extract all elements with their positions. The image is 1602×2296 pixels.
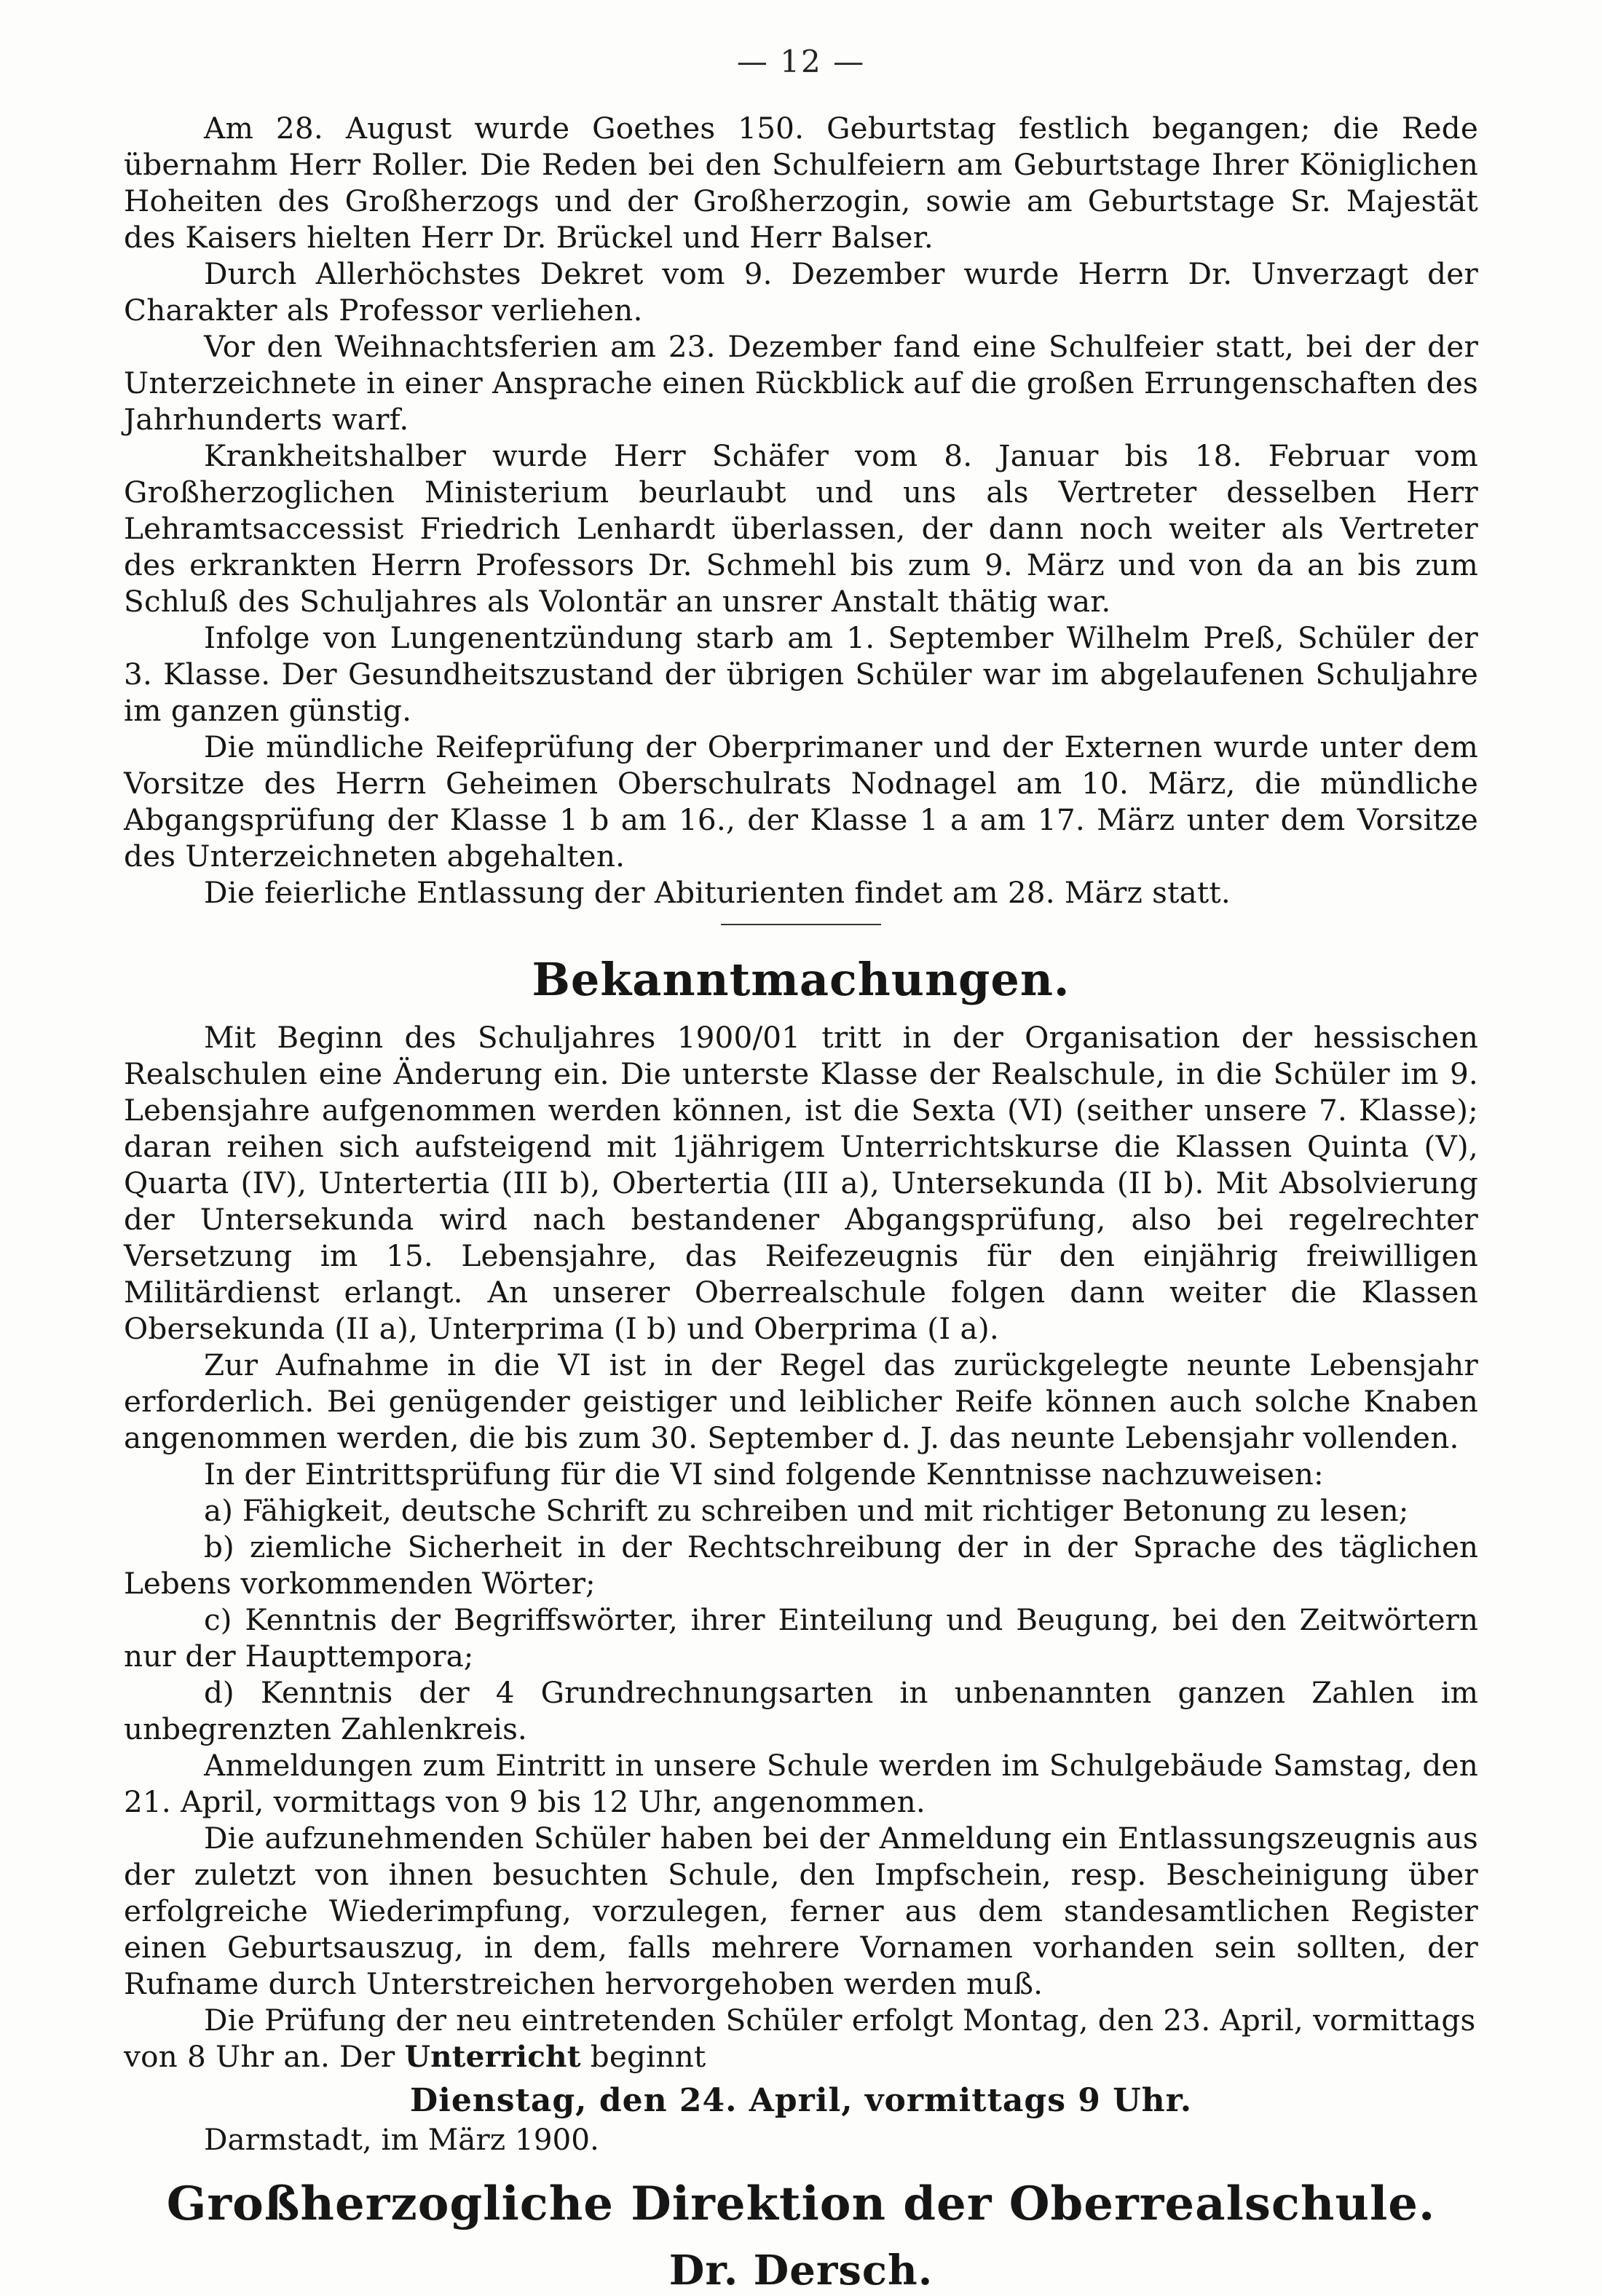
document-page bbox=[124, 44, 1478, 2295]
paragraph-health-status: Infolge von Lungenentzündung starb am 1. September Wilhelm Preß, Schüler der 3. Klasse. Der Gesundheitszustand der übrigen Schüler war im abgelaufenen Schuljahre im ganzen günstig. bbox=[124, 620, 1478, 728]
paragraph-school-organization: Mit Beginn des Schuljahres 1900/01 tritt in der Organisation der hessischen Realschulen eine Änderung ein. Die unterste Klasse der Realschule, in die Schüler im 9. Lebensjahre aufgenommen werden können, ist die Sexta (VI) (seither unsere 7. Klasse); daran reihen sich aufsteigend mit 1jährigem Unterrichtskurse die Klassen Quinta (V), Quarta (IV), Untertertia (III b), Obertertia (III a), Untersekunda (II b). Mit Absolvierung der Untersekunda wird nach bestandener Abgangsprüfung, also bei regelrechter Versetzung im 15. Lebensjahre, das Reifezeugnis für den einjährig freiwilligen Militärdienst erlangt. An unserer Oberrealschule folgen dann weiter die Klassen Obersekunda (II a), Unterprima (I b) und Oberprima (I a). bbox=[124, 1020, 1478, 1346]
signature-organization: Großherzogliche Direktion der Oberrealschule. bbox=[166, 2177, 1436, 2231]
section-title: Bekanntmachungen. bbox=[532, 953, 1070, 1006]
exam-schedule-suffix: beginnt bbox=[580, 2039, 706, 2074]
paragraph-entrance-exam-intro: In der Eintrittsprüfung für die VI sind folgende Kenntnisse nachzuweisen: bbox=[204, 1457, 1324, 1492]
requirement-item: b) ziemliche Sicherheit in der Rechtschreibung der in der Sprache des täglichen Lebens vorkommenden Wörter; bbox=[124, 1529, 1478, 1601]
exam-schedule-text: Die Prüfung der neu eintretenden Schüler erfolgt Montag, den 23. April, vormittags von 8 Uhr an. Der bbox=[124, 2003, 1476, 2074]
page-number: — 12 — bbox=[736, 44, 866, 79]
paragraph-registration: Anmeldungen zum Eintritt in unsere Schule werden im Schulgebäude Samstag, den 21. April, vormittags von 9 bis 12 Uhr, angenommen. bbox=[124, 1748, 1478, 1819]
paragraph-graduation: Die feierliche Entlassung der Abiturienten findet am 28. März statt. bbox=[204, 875, 1231, 910]
paragraph-exam-schedule bbox=[124, 2002, 1478, 2075]
section-divider bbox=[721, 924, 881, 925]
signature-name: Dr. Dersch. bbox=[668, 2246, 934, 2295]
paragraph-goethe-birthday: Am 28. August wurde Goethes 150. Geburtstag festlich begangen; die Rede übernahm Herr Roller. Die Reden bei den Schulfeiern am Geburtstage Ihrer Königlichen Hoheiten des Großherzogs und der Großherzogin, sowie am Geburtstage Sr. Majestät des Kaisers hielten Herr Dr. Brückel und Herr Balser. bbox=[124, 111, 1478, 255]
announcements bbox=[124, 1019, 1478, 2158]
paragraph-oral-exams: Die mündliche Reifeprüfung der Oberprimaner und der Externen wurde unter dem Vorsitze des Herrn Geheimen Oberschulrats Nodnagel am 10. März, die mündliche Abgangsprüfung der Klasse 1 b am 16., der Klasse 1 a am 17. März unter dem Vorsitze des Unterzeichneten abgehalten. bbox=[124, 729, 1478, 874]
paragraph-christmas-celebration: Vor den Weihnachtsferien am 23. Dezember fand eine Schulfeier statt, bei der der Unterzeichnete in einer Ansprache einen Rückblick auf die großen Errungenschaften des Jahrhunderts warf. bbox=[124, 329, 1478, 437]
paragraph-admission-age: Zur Aufnahme in die VI ist in der Regel das zurückgelegte neunte Lebensjahr erforderlich. Bei genügender geistiger und leiblicher Reife können auch solche Knaben angenommen werden, die bis zum 30. September d. J. das neunte Lebensjahr vollenden. bbox=[124, 1347, 1478, 1455]
requirement-item: a) Fähigkeit, deutsche Schrift zu schreiben und mit richtiger Betonung zu lesen; bbox=[204, 1493, 1409, 1528]
instruction-emphasis: Unterricht bbox=[404, 2039, 581, 2074]
start-date: Dienstag, den 24. April, vormittags 9 Uhr. bbox=[409, 2082, 1193, 2119]
paragraph-professor-title: Durch Allerhöchstes Dekret vom 9. Dezember wurde Herrn Dr. Unverzagt der Charakter als Professor verliehen. bbox=[124, 256, 1478, 328]
school-chronicle bbox=[124, 110, 1478, 911]
requirement-item: d) Kenntnis der 4 Grundrechnungsarten in unbenannten ganzen Zahlen im unbegrenzten Zahlenkreis. bbox=[124, 1675, 1478, 1746]
paragraph-required-documents: Die aufzunehmenden Schüler haben bei der Anmeldung ein Entlassungszeugnis aus der zuletzt von ihnen besuchten Schule, den Impfschein, resp. Bescheinigung über erfolgreiche Wiederimpfung, vorzulegen, ferner aus dem standesamtlichen Register einen Geburtsauszug, in dem, falls mehrere Vornamen vorhanden sein sollten, der Rufname durch Unterstreichen hervorgehoben werden muß. bbox=[124, 1821, 1478, 2001]
place-and-date: Darmstadt, im März 1900. bbox=[204, 2122, 599, 2157]
requirements-list bbox=[124, 1492, 1478, 1747]
requirement-item: c) Kenntnis der Begriffswörter, ihrer Einteilung und Beugung, bei den Zeitwörtern nur der Haupttempora; bbox=[124, 1602, 1478, 1674]
paragraph-sick-leave: Krankheitshalber wurde Herr Schäfer vom 8. Januar bis 18. Februar vom Großherzoglichen Ministerium beurlaubt und uns als Vertreter desselben Herr Lehramtsaccessist Friedrich Lenhardt überlassen, der dann noch weiter als Vertreter des erkrankten Herrn Professors Dr. Schmehl bis zum 9. März und von da an bis zum Schluß des Schuljahres als Volontär an unsrer Anstalt thätig war. bbox=[124, 438, 1478, 619]
